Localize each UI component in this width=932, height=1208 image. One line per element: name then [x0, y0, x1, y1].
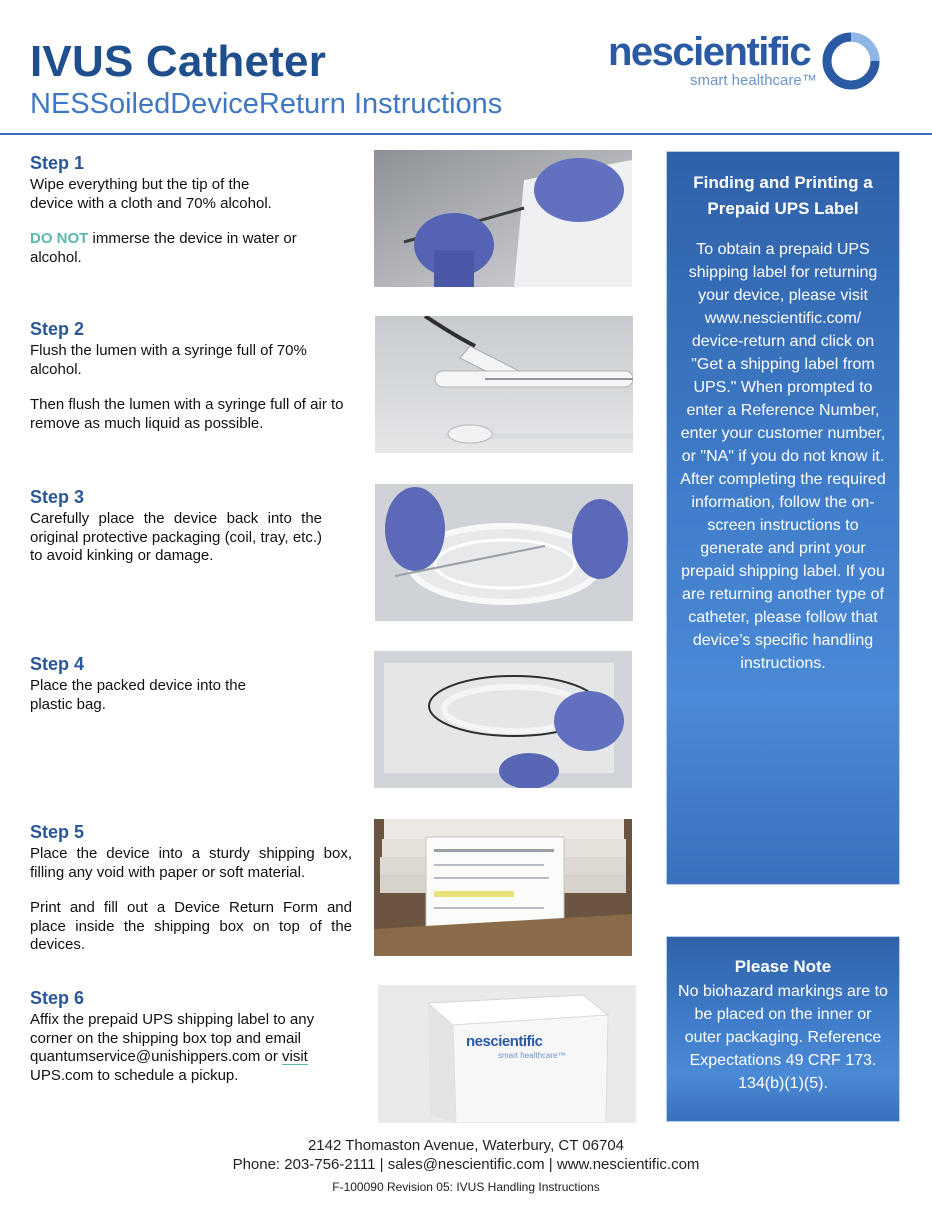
page-title: IVUS Catheter	[30, 37, 327, 86]
step-2	[30, 318, 355, 433]
step-text: Then flush the lumen with a syringe full of air to remove as much liquid as possible.	[30, 396, 344, 432]
step-heading: Step 4	[30, 654, 85, 674]
step-5-photo	[374, 819, 632, 956]
footer-address: 2142 Thomaston Avenue, Waterbury, CT 06704	[307, 1137, 625, 1154]
step-6-photo	[378, 985, 636, 1123]
step-text: Flush the lumen with a syringe full of 70% alcohol.	[30, 342, 307, 378]
please-note-body: No biohazard markings are to be placed on the inner or outer packaging. Reference Expectations 49 CRF 173. 134(b)(1)(5).	[678, 983, 888, 1092]
step-3-photo	[375, 484, 633, 621]
step-warning-text: immerse the device in water or alcohol.	[30, 230, 297, 266]
footer-form-id: F-100090 Revision 05: IVUS Handling Instructions	[332, 1180, 600, 1194]
step-text: Carefully place the device back into the original protective packaging (coil, tray, etc.) to avoid kinking or damage.	[30, 510, 322, 564]
step-text: Place the packed device into the plastic bag.	[30, 677, 246, 713]
visit-link[interactable]: visit	[282, 1048, 308, 1065]
footer-contact: Phone: 203-756-2111 | sales@nescientific.com | www.nescientific.com	[232, 1156, 700, 1173]
step-5	[30, 821, 355, 955]
step-text-part: Affix the prepaid UPS shipping label to any corner on the shipping box top and email quantumservice@unishippers.com or	[30, 1011, 315, 1065]
box-logo-wordmark: nescientific	[466, 1033, 543, 1050]
logo-wordmark: nescientific	[608, 30, 811, 74]
step-heading: Step 1	[30, 153, 85, 173]
step-heading: Step 6	[30, 988, 85, 1008]
ups-label-info-box	[666, 151, 900, 885]
ups-label-heading: Finding and Printing a Prepaid UPS Label	[693, 173, 873, 218]
company-logo	[608, 30, 888, 96]
step-heading: Step 2	[30, 319, 85, 339]
step-text: Print and fill out a Device Return Form and place inside the shipping box on top of the devices.	[30, 899, 352, 953]
logo-swirl-icon	[820, 30, 882, 92]
step-warning	[30, 230, 300, 267]
step-text: Wipe everything but the tip of the device with a cloth and 70% alcohol.	[30, 176, 272, 212]
step-1-photo	[374, 150, 632, 287]
step-3	[30, 486, 355, 566]
step-6	[30, 987, 355, 1085]
ups-label-body: To obtain a prepaid UPS shipping label for returning your device, please visit www.nescientific.com/ device-return and click on "Get a shipping label from UPS." When prompted to enter a Reference Number, enter your customer number, or "NA" if you do not know it. After completing the required information, follow the on-screen instructions to generate and print your prepaid shipping label. If you are returning another type of catheter, please follow that device’s specific handling instructions.	[680, 241, 886, 672]
page-subtitle: NESSoiledDeviceReturn Instructions	[30, 88, 503, 120]
step-4-photo	[374, 651, 632, 788]
please-note-box	[666, 936, 900, 1122]
step-heading: Step 5	[30, 822, 85, 842]
step-text: Place the device into a sturdy shipping box, filling any void with paper or soft material.	[30, 845, 352, 881]
step-text	[30, 1011, 340, 1085]
step-heading: Step 3	[30, 487, 85, 507]
step-2-photo	[375, 316, 633, 453]
box-logo	[466, 1033, 586, 1060]
logo-tagline: smart healthcare™	[690, 72, 817, 89]
page-footer	[0, 1136, 932, 1196]
please-note-heading: Please Note	[734, 957, 832, 976]
step-text-part: UPS.com to schedule a pickup.	[30, 1066, 239, 1084]
box-logo-tagline: smart healthcare™	[498, 1051, 566, 1060]
do-not-emphasis: DO NOT	[30, 230, 89, 247]
step-1	[30, 152, 355, 267]
header-divider	[0, 133, 932, 135]
step-4	[30, 653, 355, 714]
